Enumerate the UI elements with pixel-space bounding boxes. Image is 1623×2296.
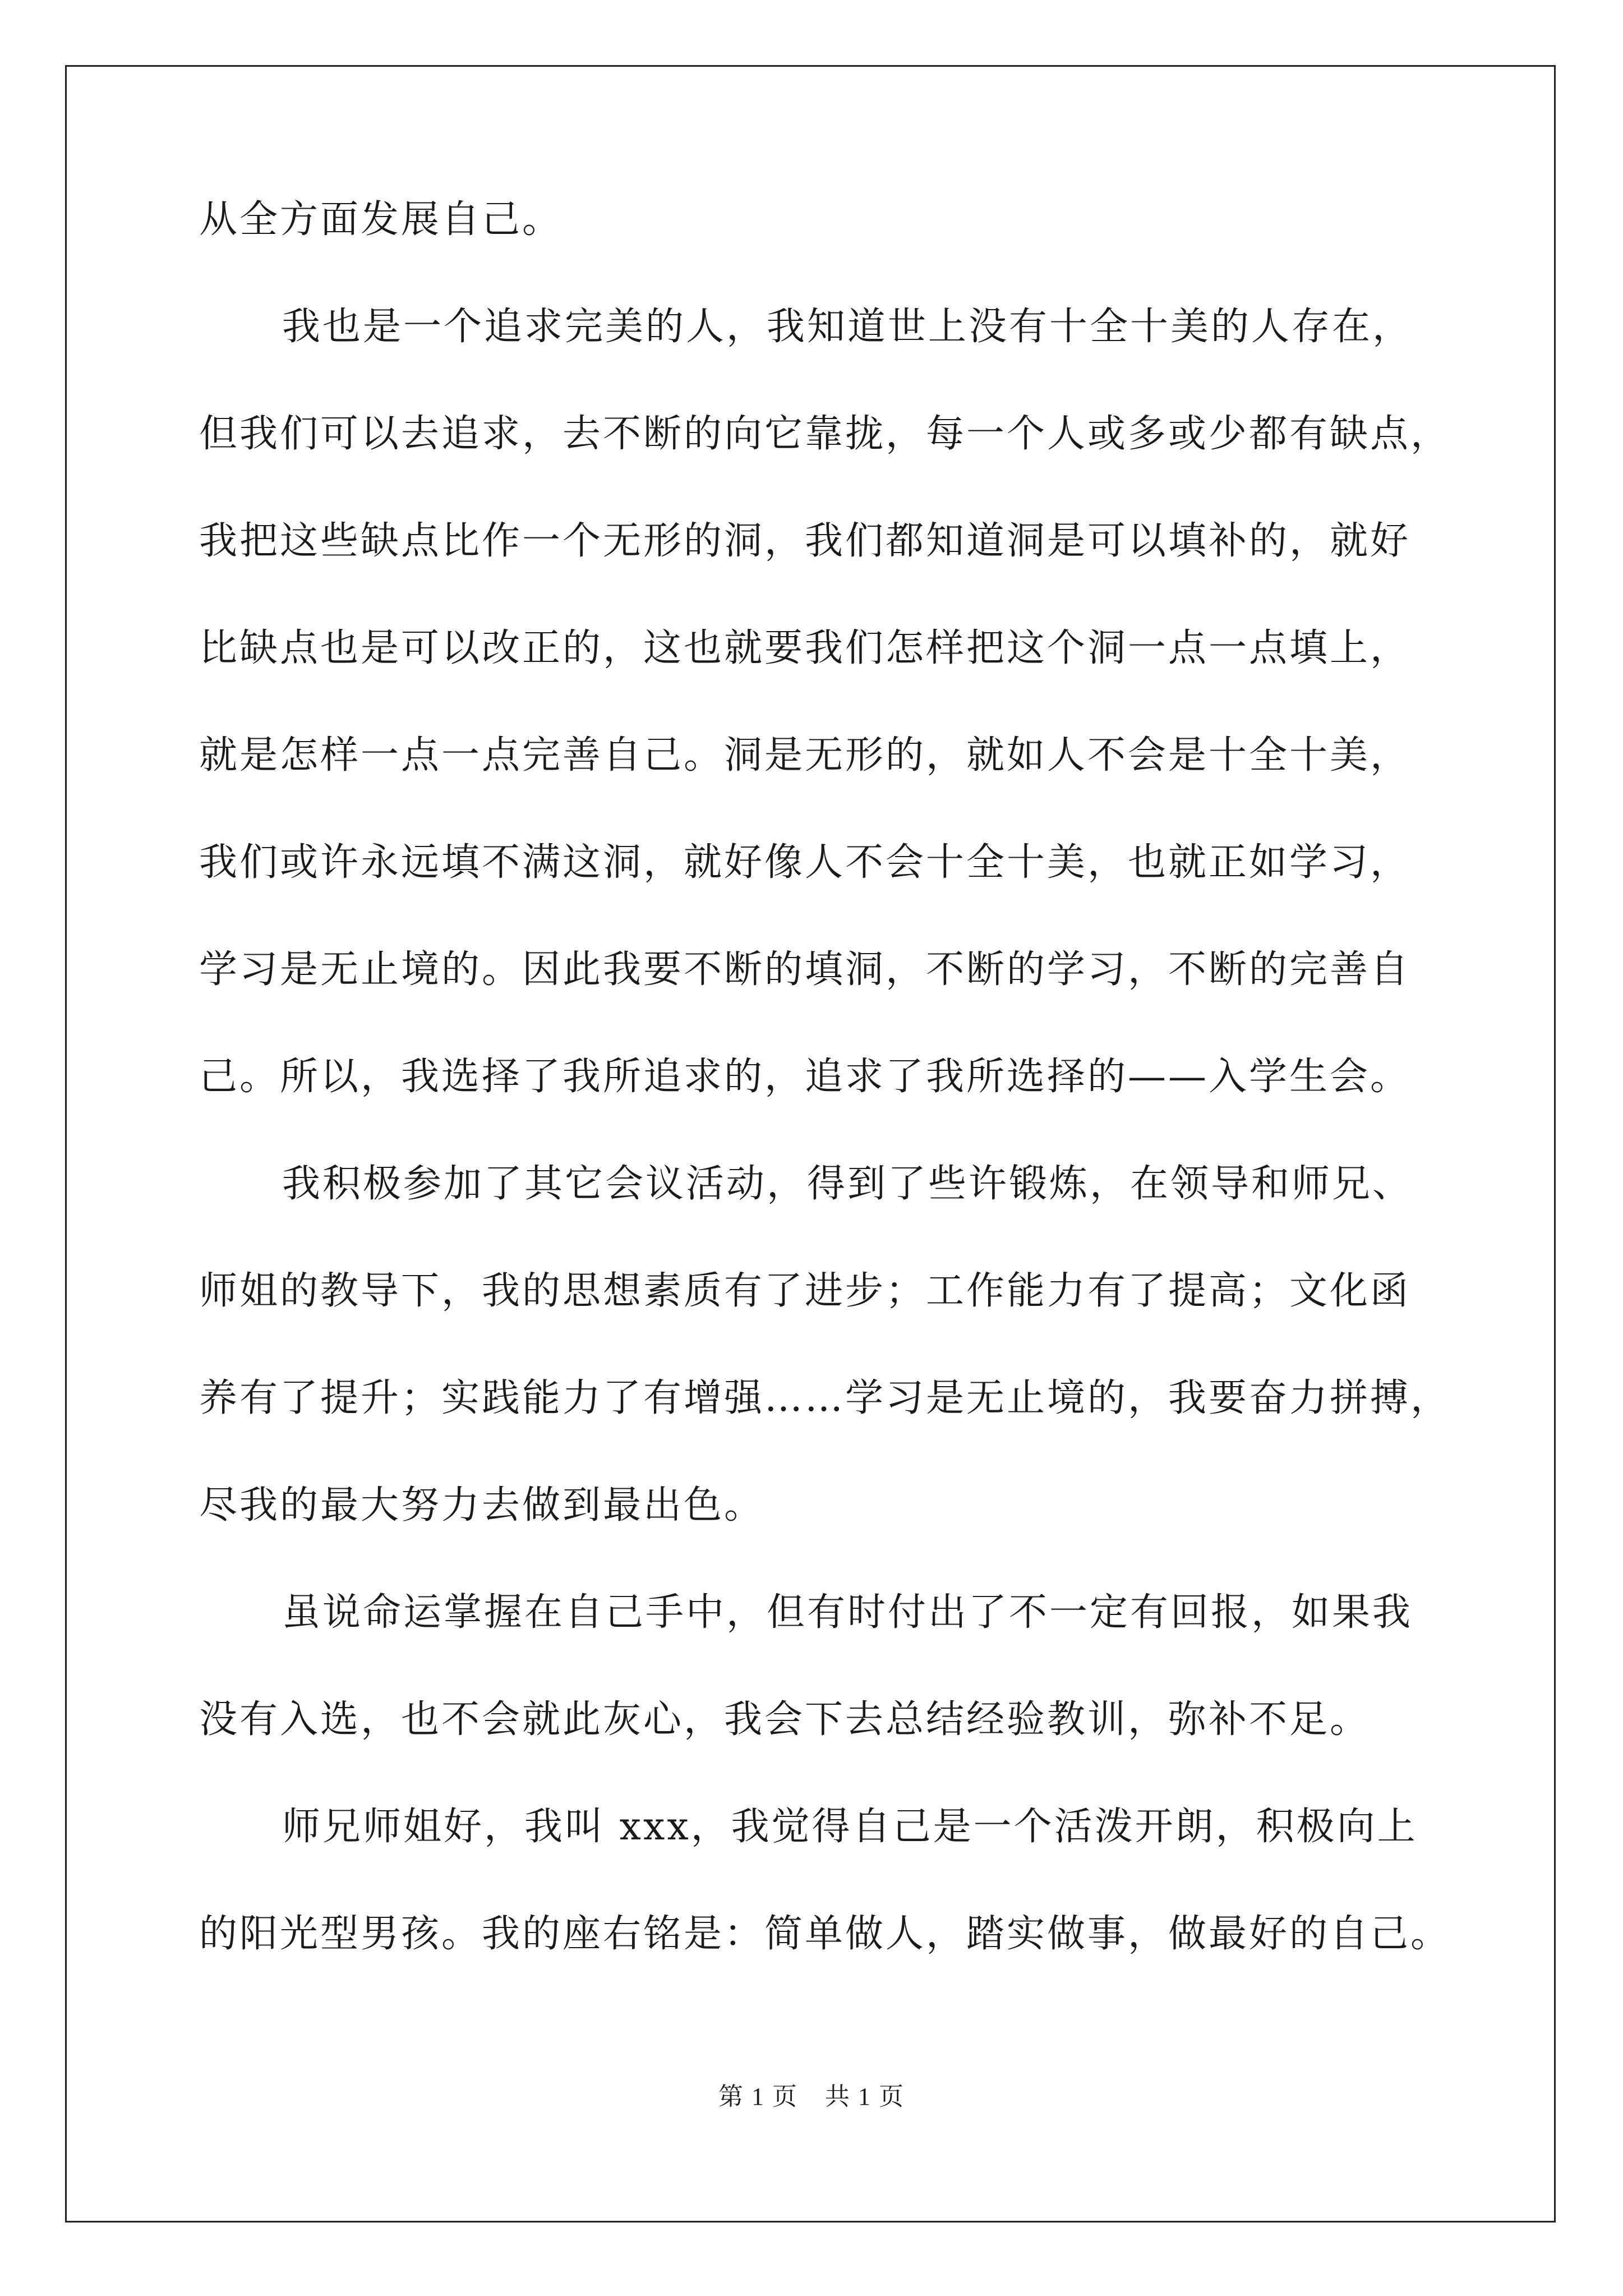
paragraph-line: 师姐的教导下，我的思想素质有了进步；工作能力有了提高；文化函 xyxy=(199,1269,1411,1313)
page-footer xyxy=(0,2076,1623,2112)
paragraph-line: 的阳光型男孩。我的座右铭是：简单做人，踏实做事，做最好的自己。 xyxy=(199,1912,1451,1956)
paragraph-line: 我们或许永远填不满这洞，就好像人不会十全十美，也就正如学习， xyxy=(199,840,1411,885)
paragraph-line: 我也是一个追求完美的人，我知道世上没有十全十美的人存在， xyxy=(282,305,1413,349)
paragraph-line: 己。所以，我选择了我所追求的，追求了我所选择的——入学生会。 xyxy=(199,1055,1411,1099)
paragraph-line: 我把这些缺点比作一个无形的洞，我们都知道洞是可以填补的，就好 xyxy=(199,519,1411,563)
paragraph-line: 但我们可以去追求，去不断的向它靠拢，每一个人或多或少都有缺点， xyxy=(199,412,1451,456)
paragraph-line: 没有入选，也不会就此灰心，我会下去总结经验教训，弥补不足。 xyxy=(199,1697,1371,1742)
paragraph-line: 就是怎样一点一点完善自己。洞是无形的，就如人不会是十全十美， xyxy=(199,733,1411,777)
paragraph-line: 师兄师姐好，我叫 xxx，我觉得自己是一个活泼开朗，积极向上 xyxy=(282,1805,1418,1849)
paragraph-line: 从全方面发展自己。 xyxy=(199,197,563,242)
paragraph-line: 我积极参加了其它会议活动，得到了些许锻炼，在领导和师兄、 xyxy=(282,1162,1413,1206)
paragraph-line: 学习是无止境的。因此我要不断的填洞，不断的学习，不断的完善自 xyxy=(199,947,1411,992)
paragraph-line: 尽我的最大努力去做到最出色。 xyxy=(199,1483,765,1527)
paragraph-line: 养有了提升；实践能力了有增强……学习是无止境的，我要奋力拼搏， xyxy=(199,1376,1451,1420)
page-total: 共 1 页 xyxy=(825,2083,905,2110)
paragraph-line: 比缺点也是可以改正的，这也就要我们怎样把这个洞一点一点填上， xyxy=(199,626,1411,670)
page-number: 第 1 页 xyxy=(718,2083,798,2110)
paragraph-line: 虽说命运掌握在自己手中，但有时付出了不一定有回报，如果我 xyxy=(282,1590,1413,1635)
